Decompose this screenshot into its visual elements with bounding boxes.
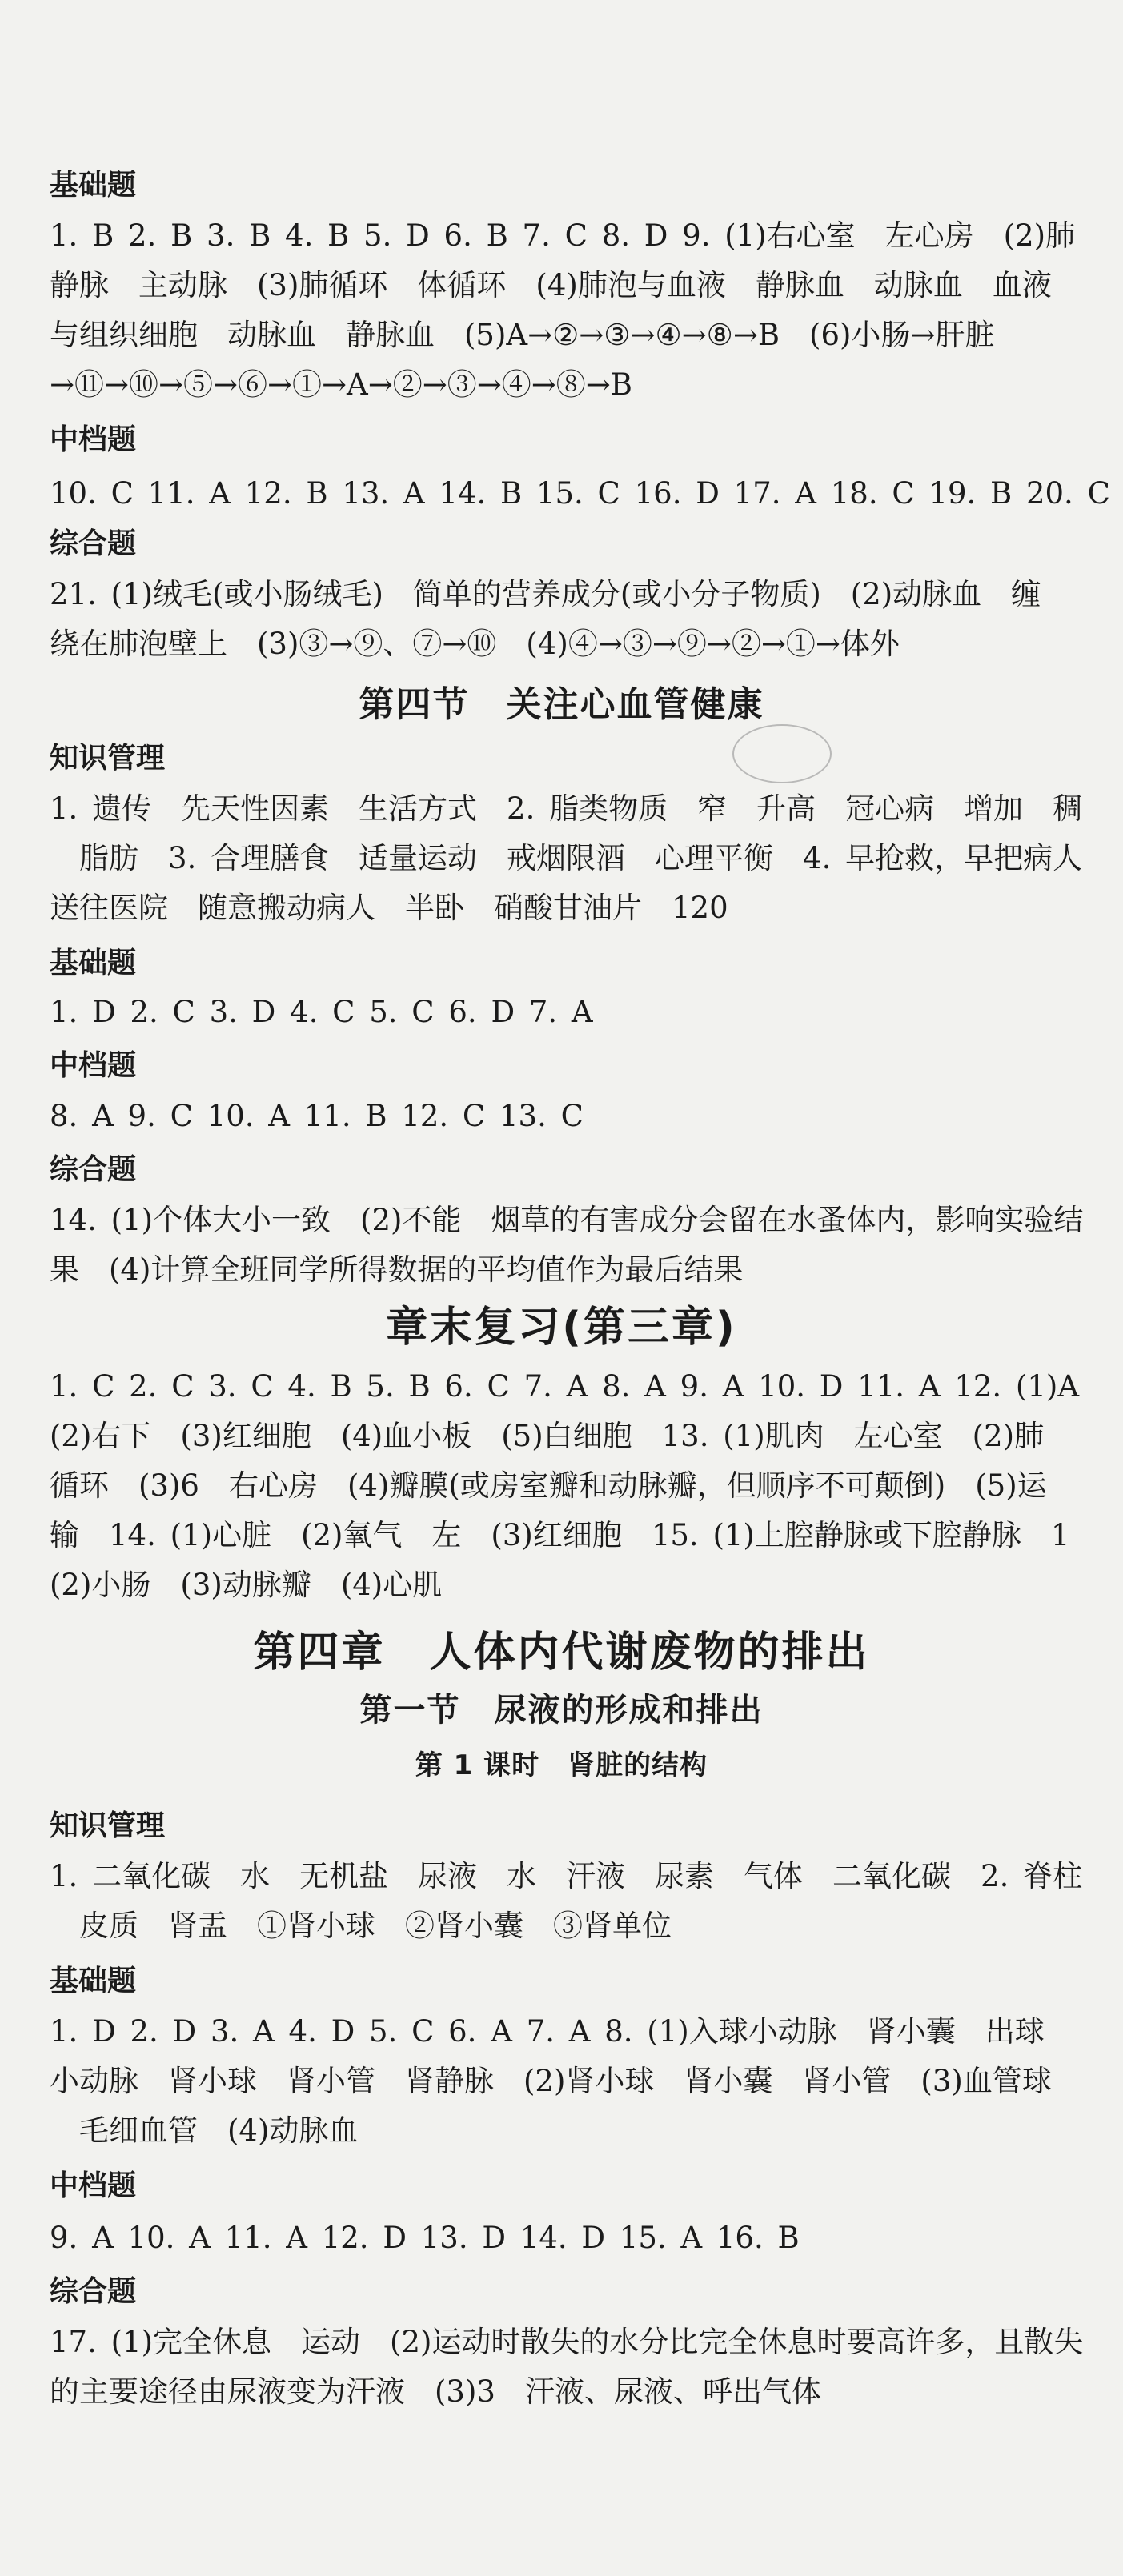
heading-basic: 基础题	[50, 169, 137, 202]
text-line: (2)小肠 (3)动脉瓣 (4)心肌	[50, 1568, 443, 1602]
heading-medium: 中档题	[50, 1049, 137, 1082]
text-line: 1. D 2. C 3. D 4. C 5. C 6. D 7. A	[50, 995, 593, 1029]
text-line: 10. C 11. A 12. B 13. A 14. B 15. C 16. D 17. A 18. C 19. B 20. C	[50, 476, 1110, 511]
text-line: 静脉 主动脉 (3)肺循环 体循环 (4)肺泡与血液 静脉血 动脉血 血液	[50, 268, 1052, 302]
lesson-title: 第 1 课时 肾脏的结构	[415, 1749, 708, 1781]
text-line: →⑪→⑩→⑤→⑥→①→A→②→③→④→⑧→B	[50, 367, 632, 402]
heading-knowledge: 知识管理	[50, 1809, 166, 1842]
text-line: 小动脉 肾小球 肾小管 肾静脉 (2)肾小球 肾小囊 肾小管 (3)血管球	[50, 2064, 1052, 2098]
text-line: 脂肪 3. 合理膳食 适量运动 戒烟限酒 心理平衡 4. 早抢救，早把病人	[50, 841, 1083, 875]
heading-comprehensive: 综合题	[50, 2275, 137, 2308]
text-line: 9. A 10. A 11. A 12. D 13. D 14. D 15. A 16. B	[50, 2221, 800, 2255]
text-line: (2)右下 (3)红细胞 (4)血小板 (5)白细胞 13. (1)肌肉 左心室 (2)肺	[50, 1419, 1045, 1453]
text-line: 果 (4)计算全班同学所得数据的平均值作为最后结果	[50, 1252, 744, 1287]
chapter-title: 第四章 人体内代谢废物的排出	[253, 1629, 870, 1677]
text-line: 送往医院 随意搬动病人 半卧 硝酸甘油片 120	[50, 891, 728, 925]
text-line: 循环 (3)6 右心房 (4)瓣膜(或房室瓣和动脉瓣，但顺序不可颠倒) (5)运	[50, 1468, 1047, 1503]
text-line: 与组织细胞 动脉血 静脉血 (5)A→②→③→④→⑧→B (6)小肠→肝脏	[50, 318, 995, 352]
text-line: 皮质 肾盂 ①肾小球 ②肾小囊 ③肾单位	[50, 1909, 672, 1943]
text-line: 21. (1)绒毛(或小肠绒毛) 简单的营养成分(或小分子物质) (2)动脉血 缠	[50, 577, 1041, 611]
text-line: 1. C 2. C 3. C 4. B 5. B 6. C 7. A 8. A 9. A 10. D 11. A 12. (1)A	[50, 1369, 1080, 1404]
review-title: 章末复习(第三章)	[386, 1304, 737, 1352]
heading-comprehensive: 综合题	[50, 1153, 137, 1186]
heading-medium: 中档题	[50, 2169, 137, 2202]
section-title: 第四节 关注心血管健康	[359, 684, 764, 725]
text-line: 1. 二氧化碳 水 无机盐 尿液 水 汗液 尿素 气体 二氧化碳 2. 脊柱	[50, 1859, 1083, 1893]
text-line: 1. B 2. B 3. B 4. B 5. D 6. B 7. C 8. D 9. (1)右心室 左心房 (2)肺	[50, 218, 1076, 253]
text-line: 毛细血管 (4)动脉血	[50, 2113, 359, 2148]
text-line: 1. D 2. D 3. A 4. D 5. C 6. A 7. A 8. (1)入球小动脉 肾小囊 出球	[50, 2014, 1045, 2049]
heading-medium: 中档题	[50, 423, 137, 456]
text-line: 14. (1)个体大小一致 (2)不能 烟草的有害成分会留在水蚤体内，影响实验结	[50, 1203, 1084, 1237]
text-line: 绕在肺泡壁上 (3)③→⑨、⑦→⑩ (4)④→③→⑨→②→①→体外	[50, 627, 900, 661]
text-line: 17. (1)完全休息 运动 (2)运动时散失的水分比完全休息时要高许多，且散失	[50, 2325, 1084, 2359]
section-title: 第一节 尿液的形成和排出	[359, 1692, 764, 1729]
heading-basic: 基础题	[50, 1965, 137, 1997]
heading-basic: 基础题	[50, 947, 137, 980]
text-line: 输 14. (1)心脏 (2)氧气 左 (3)红细胞 15. (1)上腔静脉或下腔静脉 1	[50, 1518, 1070, 1552]
text-line: 8. A 9. C 10. A 11. B 12. C 13. C	[50, 1099, 584, 1133]
text-line: 的主要途径由尿液变为汗液 (3)3 汗液、尿液、呼出气体	[50, 2374, 821, 2409]
heading-knowledge: 知识管理	[50, 742, 166, 775]
heading-comprehensive: 综合题	[50, 527, 137, 560]
text-line: 1. 遗传 先天性因素 生活方式 2. 脂类物质 窄 升高 冠心病 增加 稠	[50, 791, 1083, 826]
